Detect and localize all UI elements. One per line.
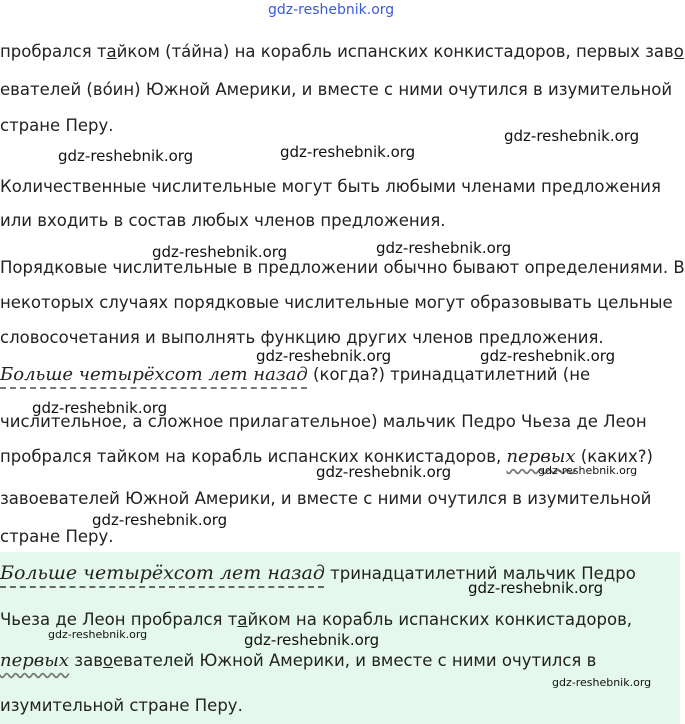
watermark: gdz-reshebnik.org: [552, 676, 652, 689]
text-line: стране Перу.: [0, 116, 114, 135]
watermark: gdz-reshebnik.org: [480, 347, 616, 365]
text-line: завоевателей Южной Америки, и вместе с ними очутился в изумительной: [0, 489, 652, 508]
text-line: пробрался тайком на корабль испанских конкистадоров, первых (каких?): [0, 446, 653, 467]
text-line: числительное, а сложное прилагательное) мальчик Педро Чьеза де Леон: [0, 412, 647, 431]
text-line: словосочетания и выполнять функцию других членов предложения.: [0, 328, 604, 347]
text-line: пробрался тайком (та́йна) на корабль испанских конкистадоров, первых заво: [0, 42, 684, 61]
text-line: стране Перу.: [0, 527, 114, 546]
watermark: gdz-reshebnik.org: [268, 2, 395, 18]
watermark: gdz-reshebnik.org: [244, 631, 380, 649]
watermark: gdz-reshebnik.org: [48, 628, 148, 641]
watermark: gdz-reshebnik.org: [256, 347, 392, 365]
text-line: некоторых случаях порядковые числительные могут образовывать цельные: [0, 293, 673, 312]
watermark: gdz-reshebnik.org: [92, 511, 228, 529]
text-line: Количественные числительные могут быть любыми членами предложения: [0, 177, 661, 196]
watermark: gdz-reshebnik.org: [504, 127, 640, 145]
watermark: gdz-reshebnik.org: [58, 147, 194, 165]
text-line: Больше четырёхсот лет назад тринадцатилетний мальчик Педро: [0, 562, 636, 584]
watermark: gdz-reshebnik.org: [538, 464, 638, 477]
text-line: Чьеза де Леон пробрался тайком на корабль испанских конкистадоров,: [0, 610, 633, 629]
text-line: Больше четырёхсот лет назад (когда?) тринадцатилетний (не: [0, 364, 591, 385]
watermark: gdz-reshebnik.org: [32, 399, 168, 417]
watermark: gdz-reshebnik.org: [316, 463, 452, 481]
watermark: gdz-reshebnik.org: [280, 143, 416, 161]
text-line: Порядковые числительные в предложении обычно бывают определениями. В: [0, 258, 685, 277]
watermark: gdz-reshebnik.org: [152, 243, 288, 261]
text-line: евателей (во́ин) Южной Америки, и вместе с ними очутился в изумительной: [0, 80, 673, 99]
text-line: изумительной стране Перу.: [0, 696, 243, 715]
watermark: gdz-reshebnik.org: [468, 579, 604, 597]
watermark: gdz-reshebnik.org: [376, 239, 512, 257]
text-line: первых завоевателей Южной Америки, и вместе с ними очутился в: [0, 650, 597, 671]
text-line: или входить в состав любых членов предложения.: [0, 211, 446, 230]
